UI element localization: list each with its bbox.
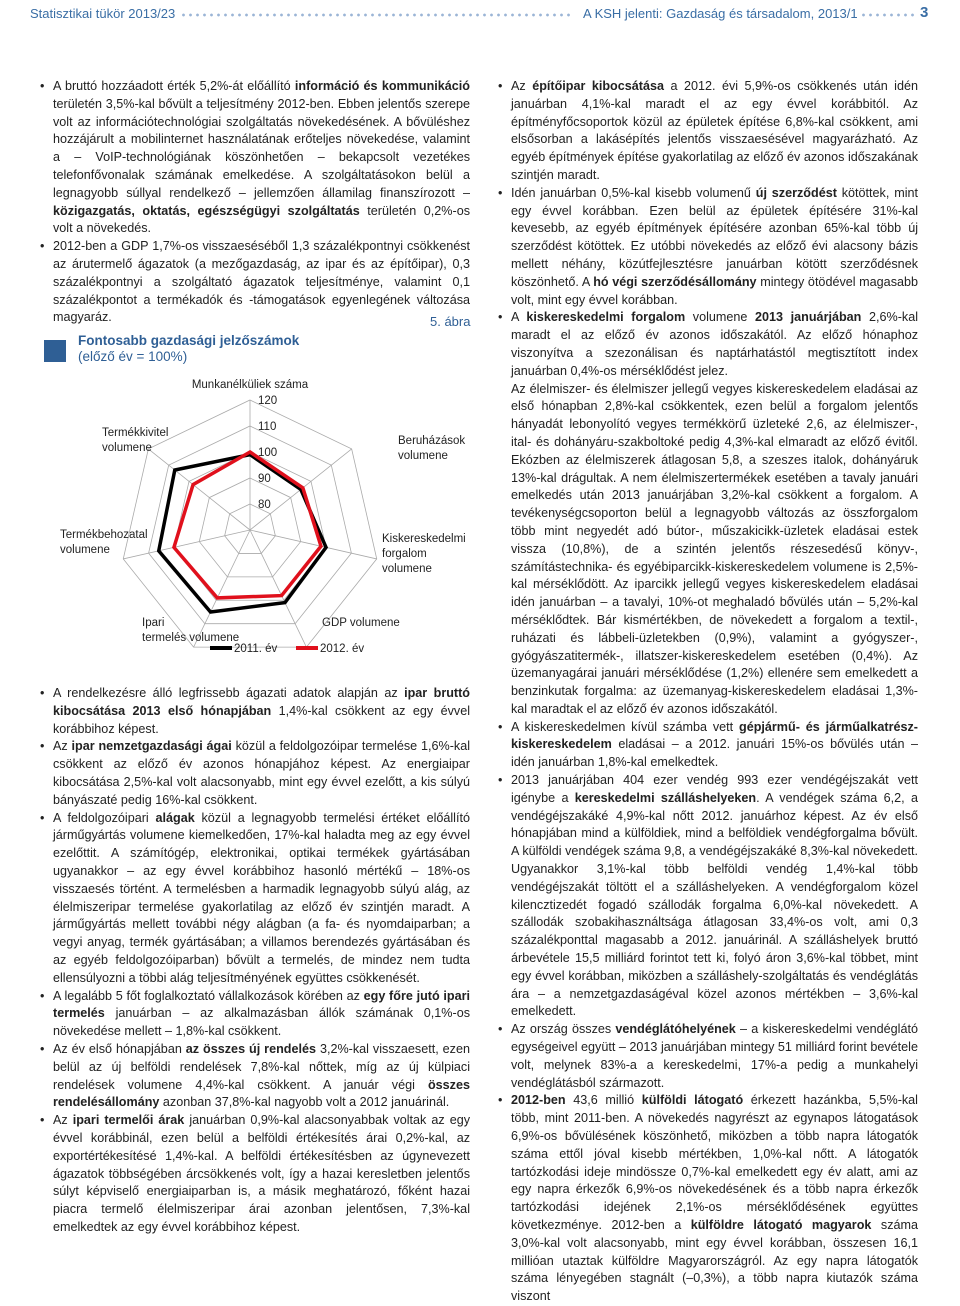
figure-marker	[44, 340, 66, 362]
tick-label: 100	[258, 447, 278, 459]
paragraph: • Az ipari termelői árak januárban 0,9%-kal alacsonyabbak voltak az egy évvel korábbinál, ezen belül a belföldi értékesítés árai 0,2%-kal, az exportértékesítésé 1,4%-kal. A belföldi értékesítésben az úgynevezett ágazatok többségében árcsökkenés volt, így a hazai keresletben jelentős súlyt képviselő energiaiparban is, a másik meghatározó, főként hazai piacra termelő élelmiszeripar árai azonban jelentősen, 7,3%-kal emelkedtek az egy évvel korábbihoz képest.	[40, 1112, 470, 1237]
tick-label: 110	[258, 421, 277, 433]
axis-label: Beruházások volumene	[398, 435, 466, 462]
axis-label: GDP volumene	[322, 617, 400, 629]
tick-label: 120	[258, 395, 278, 407]
right-column	[498, 78, 918, 1306]
figure-number: 5. ábra	[430, 314, 471, 329]
radar-chart	[60, 370, 480, 670]
tick-label: 80	[258, 499, 271, 511]
paragraph: • A kiskereskedelmen kívül számba vett gépjármű- és járműalkatrész-kiskereskedelem eladásai – a 2012. januári 15%-os bővülés után – idén januárban 1,8%-kal emelkedtek.	[498, 719, 918, 772]
legend-label: 2012. év	[320, 643, 365, 655]
paragraph: • Az ország összes vendéglátóhelyének – a kiskereskedelmi vendéglátó egységeivel együtt – 2013 januárjában mintegy 51 milliárd forint bevétele volt, melynek 83%-a a kereskedelmi, 17%-a pedig a munkahelyi vendéglátásból származott.	[498, 1021, 918, 1092]
axis-label: Termékbehozatal volumene	[60, 529, 148, 556]
running-header	[0, 0, 960, 30]
grid-spoke	[194, 530, 250, 647]
paragraph: • Az év első hónapjában az összes új rendelés 3,2%-kal visszaesett, ezen belül az új belföldi rendelések 7,8%-kal nőttek, míg az új külpiaci rendelések volumene 4,4%-kal csökkent. A január végi összes rendelésállomány azonban 37,8%-kal nagyobb volt a 2012 januárinál.	[40, 1041, 470, 1112]
paragraph: • Idén januárban 0,5%-kal kisebb volumenű új szerződést kötöttek, mint egy évvel korábban. Ezen belül az épületek építésére 31%-kal kevesebb, az egyéb építmények építésére azonban 65%-kal több új szerződést kötöttek. Ez utóbbi növekedés az előző évi alacsony bázis mellett néhány, közútfejlesztésre januárban kötött szerződésnek köszönhető. A hó végi szerződésállomány mintegy ötödével magasabb volt, mint egy évvel korábban.	[498, 185, 918, 310]
paragraph: Az élelmiszer- és élelmiszer jellegű vegyes kiskereskedelem eladásai az első hónapban 2,8%-kal csökkentek, ezen belül a forgalom jelentős hányadát lebonyolító vegyes termékkörű üzleteké 2,6, az élelmiszer-, ital- és dohányáru-szakboltoké pedig 4,3%-kal elmaradt az előző évitől. Ekózben az élelmiszerek átlagosan 5,8, a szeszes italok, dohányáruk 13%-kal drágultak. A nem élelmiszertermékek esetében a tavaly januári emelkedés után 2013 januárjában 3,2%-kal csökkent a forgalom. A tevékenységcsoporton belül a legnagyobb változás az összforgalom több mint negyedét adó bútor-, műszakicikk-üzletek eladásai estek vissza (10,8%), de a szintén jelentős részesedésű könyv-, számítástechnika- és egyébiparcikk-kiskereskedelem volumene is 2,5%-kal mérséklődött. Az iparcikk jellegű vegyes kiskereskedelem eladásai idén januárban – a tavalyi, 10%-ot meghaladó bővülés után – 5,2%-kal mérséklődtek. Bár kismértékben, de növekedett a forgalom a textil-, ruházati és lábbeli-üzletekben (0,9%), valamint a gyógyszer-, gyógyászatitermék-, illatszer-kiskereskedelem esetében (0,4%). Az üzemanyagárai januári mérséklődése (1,2%) ellenére sem emelkedett a benzinkutak forgalma: az üzemanyag-kiskereskedelem eladásai 1,3%-kal maradtak el az előző év azonos időszakától.	[511, 381, 918, 716]
left-column-bottom	[40, 685, 470, 1237]
axis-label: Munkanélküliek száma	[191, 379, 309, 391]
paragraph: • Az építőipar kibocsátása a 2012. évi 5,9%-os csökkenés után idén januárban 4,1%-kal maradt el az egy évvel korábbitól. Az építményfőcsoportok közül az épületek építése 6,8%-kal csökkent, ami elsősorban a lakásépítés jelentős visszaesésével magyarázható. Az egyéb építmények építése gyakorlatilag az előző év azonos időszakának szintjén maradt.	[498, 78, 918, 185]
figure-subtitle: (előző év = 100%)	[78, 349, 188, 364]
axis-label: Termékkivitel volumene	[102, 427, 169, 454]
grid-spoke	[250, 530, 306, 647]
figure-title: Fontosabb gazdasági jelzőszámok	[78, 333, 300, 348]
header-right-title: A KSH jelenti: Gazdaság és társadalom, 2013/1	[583, 6, 858, 21]
axis-label: Kiskereskedelmi forgalom volumene	[382, 533, 466, 575]
paragraph: • Az ipar nemzetgazdasági ágai közül a feldolgozóipar termelése 1,6%-kal csökkent az előző év azonos hónapjához képest. Az energiaipar kibocsátása 2,5%-kal volt alacsonyabb, mint egy évvel ezelőtt, a kis súlyú bányászaté pedig 16%-kal csökkent.	[40, 738, 470, 809]
paragraph: • A rendelkezésre álló legfrissebb ágazati adatok alapján az ipar bruttó kibocsátása 2013 első hónapjában 1,4%-kal csökkent az egy évvel korábbihoz képest.	[40, 685, 470, 738]
paragraph: • A bruttó hozzáadott érték 5,2%-át előállító információ és kommunikáció területén 3,5%-kal bővült a teljesítmény 2012-ben. Ebben jelentős szerepe volt az információtechnológiai szolgáltatás növekedésének. A bővüléshez hozzájárult a mobilinternet használatának erőteljes növekedése, valamint a – VoIP-technológiának köszönhetően – bekapcsolt vezetékes telefonfővonalak számának emelkedése. A szolgáltatásokon belül a legnagyobb súllyal rendelkező – jellemzően államilag finanszírozott – közigazgatás, oktatás, egészségügyi szolgáltatás területén 0,2%-os volt a növekedés.	[40, 78, 470, 238]
paragraph: • 2012-ben a GDP 1,7%-os visszaeséséből 1,3 százalékpontnyi csökkenést az árutermelő ágazatok (a mezőgazdaság, az ipar és az építőipar), 0,3 százalékpontnyi a szolgáltató ágazatok teljesítménye, valamint 0,1 százalékpontot a termékadók és -támogatások egyenlegének változása magyaráz.	[40, 238, 470, 327]
series-line-2011	[159, 455, 326, 612]
axis-label: Ipari termelés volumene	[142, 617, 240, 644]
paragraph: • A legalább 5 főt foglalkoztató vállalkozások körében az egy főre jutó ipari termelés januárban – az alkalmazásban állók számának 0,1%-os növekedése mellett – 1,8%-kal csökkent.	[40, 988, 470, 1041]
series-line-2012	[174, 452, 321, 598]
header-divider-dots	[860, 13, 915, 17]
paragraph: • A feldolgozóipari alágak közül a legnagyobb termelési értéket előállító járműgyártás volumene kiemelkedően, 17%-kal haladta meg az egy évvel ezelőttit. A számítógép, elektronikai, optikai termékek gyártásában ugyanakkor – az egy évvel korábbihoz hasonló mértékű – 18%-os visszaesés történt. A termelésben a harmadik legnagyobb súlyú alág, az élelmiszeripar termelése gyakorlatilag az előző év szintjén maradt. A járműgyártás mellett további négy alágban (a fa- és nyomdaiparban; a vegyi anyag, termék gyártásában; a villamos berendezés gyártásában és az egyéb feldolgozóiparban) bővült a termelés, de mindez nem tudta ellensúlyozni a többi alág teljesítményének együttes csökkenését.	[40, 810, 470, 988]
page-number: 3	[920, 4, 929, 21]
header-divider-dots	[180, 13, 573, 17]
paragraph: • 2012-ben 43,6 millió külföldi látogató érkezett hazánkba, 5,5%-kal több, mint 2011-ben. A növekedés nagyrészt az egynapos látogatások 6,9%-os bővülésének köszönhető, miközben a több napra látogatók száma ettől jóval kisebb mértékben, 1,0%-kal nőtt. A látogatók tartózkodási ideje mindössze 0,7%-kal emelkedett egy év alatt, ami az egy napra érkezők 6,9%-os növekedésének és a több napra érkezők tartózkodási idejének 2,1%-os mérséklődésének együttes következménye. 2012-ben a külföldre látogató magyarok száma 3,0%-kal volt alacsonyabb, mint egy évvel korábban, összesen 16,1 millióan utaztak külföldre Magyarországról. Az egy napra látogatók száma lényegében stagnált (–0,3%), a több napra kiutazók száma viszont	[498, 1092, 918, 1306]
header-left-title: Statisztikai tükör 2013/23	[30, 6, 176, 21]
paragraph: • A kiskereskedelmi forgalom volumene 2013 januárjában 2,6%-kal maradt el az előző év azonos időszakától. Az előző hónaphoz viszonyítva a szezonálisan és naptárhatástól megtisztított index januárban 0,4%-os mérséklődést jelez.	[498, 309, 918, 380]
paragraph: • 2013 januárjában 404 ezer vendég 993 ezer vendégéjszakát vett igénybe a kereskedelmi szálláshelyeken. A vendégek száma 6,2, a vendégéjszakáké 4,9%-kal nőtt 2012. januárhoz képest. Az év első hónapjában mind a külföldiek, mind a belföldiek vendégforgalma bővült. A külföldi vendégek száma 9,8, a vendégéjszakáké 8,3%-kal növekedett. Ugyanakkor 3,1%-kal több belföldi vendég 1,4%-kal több vendégéjszakát töltött el a szálláshelyeken. A vendégforgalom közel kilencztizedét fogadó szállodák forgalma 6,0%-kal növekedett. A szállodák szobakihasználtsága átlagosan 33,4%-os volt, ami 0,3 százalékponttal magasabb a 2012. januárinál. A szálláshelyek bruttó árbevétele 15,5 milliárd forintot tett ki, folyó áron 3,6%-kal többet, mint egy évvel korábban, miközben a szálláshely-szolgáltatás és vendéglátás ára – a nemzetgazdaságéval közel azonos mértékben – 3,6%-kal emelkedett.	[498, 772, 918, 1021]
legend-label: 2011. év	[234, 643, 278, 655]
tick-label: 90	[258, 473, 271, 485]
left-column-top	[40, 78, 470, 327]
